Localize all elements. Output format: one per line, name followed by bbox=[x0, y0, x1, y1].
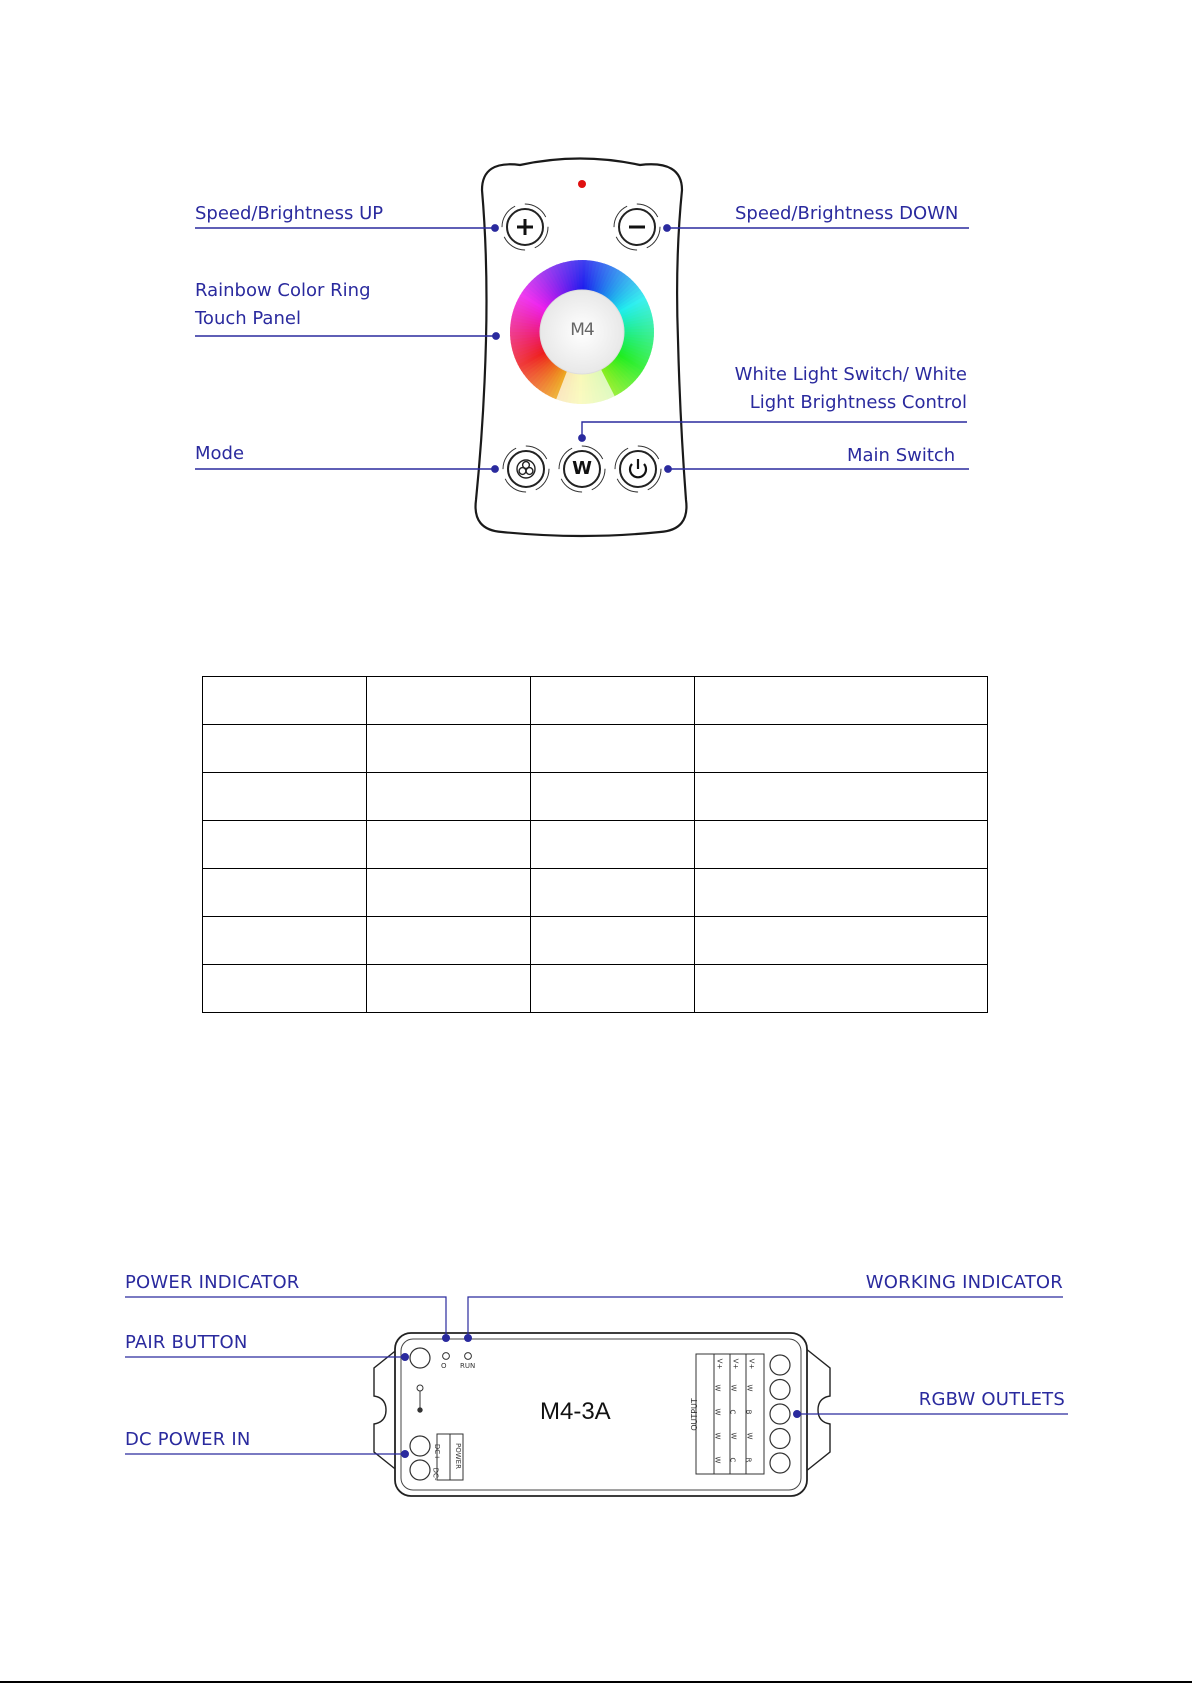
table-cell bbox=[366, 965, 530, 1013]
table-cell bbox=[203, 917, 367, 965]
table-cell bbox=[366, 677, 530, 725]
table-row bbox=[203, 725, 988, 773]
label-white-line1: White Light Switch/ White bbox=[734, 364, 967, 385]
label-dc-power-in: DC POWER IN bbox=[125, 1429, 251, 1450]
terminal-label: C bbox=[728, 1409, 737, 1415]
table-row bbox=[203, 821, 988, 869]
table-cell bbox=[366, 773, 530, 821]
terminal-label: W bbox=[713, 1456, 722, 1464]
table-cell bbox=[530, 869, 695, 917]
spec-table bbox=[202, 676, 988, 1013]
table-cell bbox=[366, 725, 530, 773]
table-cell bbox=[203, 821, 367, 869]
controller-diagram bbox=[0, 1240, 1192, 1520]
power-port-1 bbox=[410, 1436, 430, 1456]
white-button-symbol: W bbox=[572, 458, 592, 479]
pair-button bbox=[410, 1348, 430, 1368]
label-working-indicator: WORKING INDICATOR bbox=[865, 1272, 1063, 1293]
label-ring-line1: Rainbow Color Ring bbox=[195, 280, 371, 301]
terminal-label: R bbox=[744, 1457, 753, 1463]
rgbw-outlet bbox=[770, 1355, 790, 1375]
table-cell bbox=[530, 965, 695, 1013]
table-cell bbox=[530, 821, 695, 869]
label-pair-button: PAIR BUTTON bbox=[125, 1332, 248, 1353]
table-cell bbox=[366, 869, 530, 917]
remote-red-led bbox=[578, 180, 586, 188]
table-cell bbox=[695, 725, 988, 773]
table-cell bbox=[695, 677, 988, 725]
led-label-o: O bbox=[441, 1362, 447, 1370]
terminal-label: V+ bbox=[731, 1358, 740, 1370]
terminal-label: W bbox=[729, 1384, 738, 1392]
table-cell bbox=[530, 677, 695, 725]
table-cell bbox=[203, 773, 367, 821]
table-row bbox=[203, 773, 988, 821]
table-cell bbox=[530, 917, 695, 965]
rgbw-outlet bbox=[770, 1429, 790, 1449]
rgbw-outlet bbox=[770, 1404, 790, 1424]
output-label: OUTPUT bbox=[689, 1398, 699, 1431]
label-speed-up: Speed/Brightness UP bbox=[195, 203, 384, 224]
table-cell bbox=[530, 725, 695, 773]
dc-plus-label: DC+ bbox=[433, 1443, 442, 1461]
power-port-2 bbox=[410, 1460, 430, 1480]
led-label-run: RUN bbox=[460, 1362, 476, 1370]
table-row bbox=[203, 677, 988, 725]
page-bottom-rule bbox=[0, 1681, 1192, 1683]
mode-button bbox=[503, 446, 549, 492]
terminal-label: W bbox=[713, 1432, 722, 1440]
speed-down-button bbox=[614, 204, 660, 250]
remote-drawing bbox=[0, 0, 1192, 600]
terminal-label: V+ bbox=[715, 1358, 724, 1370]
label-mode: Mode bbox=[195, 443, 245, 464]
label-white-line2: Light Brightness Control bbox=[749, 392, 967, 413]
remote-logo: M4 bbox=[570, 320, 594, 340]
table-cell bbox=[695, 773, 988, 821]
terminal-label: W bbox=[713, 1384, 722, 1392]
controller-model: M4-3A bbox=[540, 1398, 611, 1425]
label-rgbw-outlets: RGBW OUTLETS bbox=[918, 1389, 1065, 1410]
callout-working-indicator bbox=[468, 1297, 1063, 1338]
table-cell bbox=[366, 917, 530, 965]
outlet-circles bbox=[770, 1355, 790, 1473]
table-cell bbox=[695, 917, 988, 965]
table-cell bbox=[530, 773, 695, 821]
terminal-label: B bbox=[744, 1409, 753, 1415]
label-ring-line2: Touch Panel bbox=[195, 308, 301, 329]
table-row bbox=[203, 965, 988, 1013]
table-cell bbox=[695, 821, 988, 869]
terminal-label: W bbox=[745, 1384, 754, 1392]
table-row bbox=[203, 869, 988, 917]
table-row bbox=[203, 917, 988, 965]
terminal-label: C bbox=[728, 1457, 737, 1463]
table-cell bbox=[203, 965, 367, 1013]
power-label: POWER bbox=[453, 1443, 462, 1469]
remote-diagram bbox=[0, 0, 1192, 600]
label-speed-down: Speed/Brightness DOWN bbox=[735, 203, 959, 224]
main-switch-button bbox=[615, 446, 661, 492]
rgbw-outlet bbox=[770, 1453, 790, 1473]
rgbw-outlet bbox=[770, 1380, 790, 1400]
terminal-label: W bbox=[745, 1432, 754, 1440]
spec-table-body bbox=[203, 677, 988, 1013]
speed-up-button bbox=[502, 204, 548, 250]
table-cell bbox=[203, 869, 367, 917]
terminal-label: V+ bbox=[747, 1358, 756, 1370]
terminal-label: W bbox=[729, 1432, 738, 1440]
label-main-switch: Main Switch bbox=[847, 445, 956, 466]
terminal-label: W bbox=[713, 1408, 722, 1416]
table-cell bbox=[695, 869, 988, 917]
dc-minus-label: DC- bbox=[431, 1467, 440, 1481]
table-cell bbox=[695, 965, 988, 1013]
table-cell bbox=[203, 677, 367, 725]
table-cell bbox=[203, 725, 367, 773]
table-cell bbox=[366, 821, 530, 869]
label-power-indicator: POWER INDICATOR bbox=[125, 1272, 300, 1293]
